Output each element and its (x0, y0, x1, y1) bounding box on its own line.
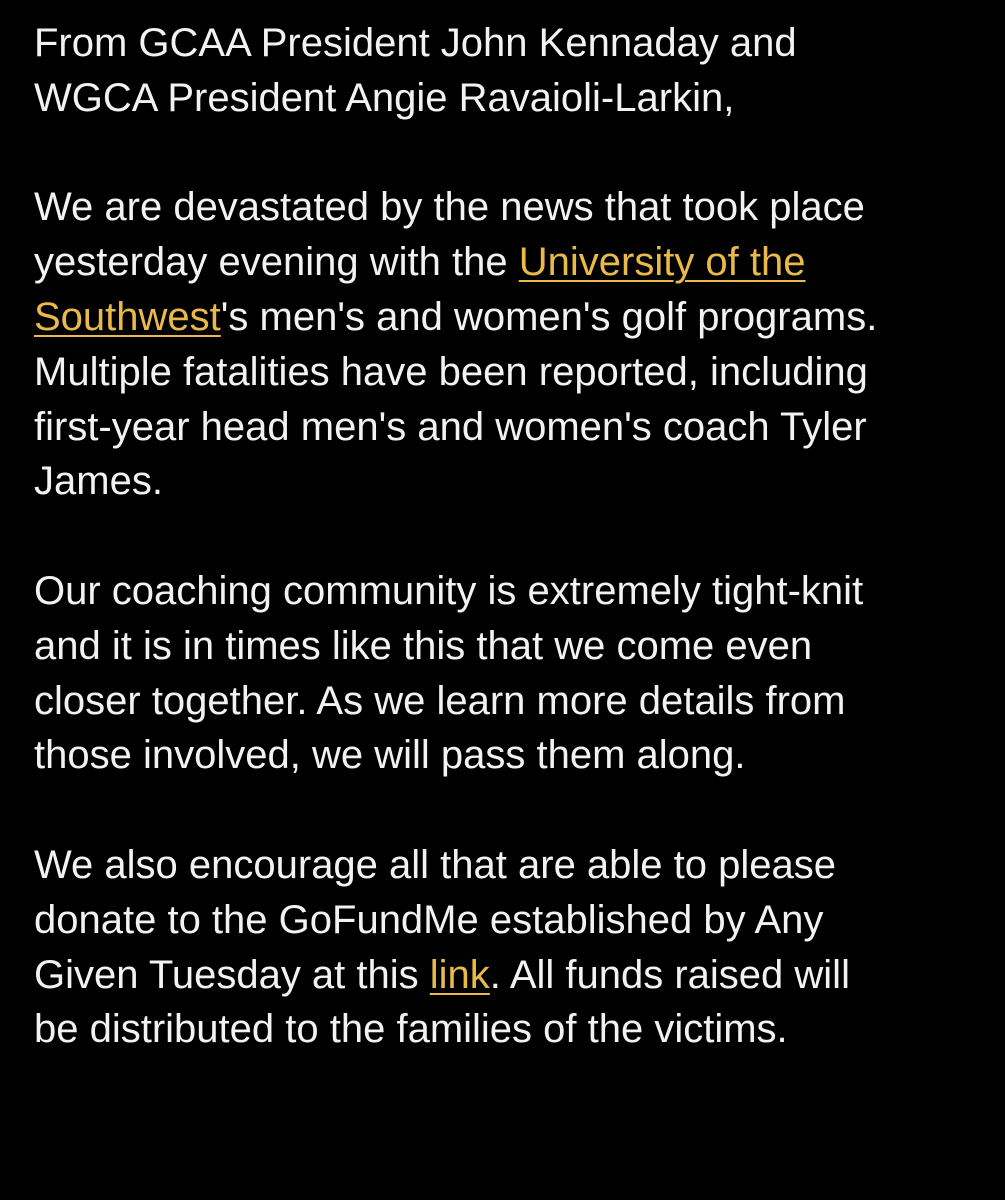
paragraph-line: We are devastated by the news that took place (34, 185, 865, 230)
intro-line: WGCA President Angie Ravaioli-Larkin, (34, 75, 735, 120)
paragraph-gap (34, 509, 994, 564)
paragraph-line: first-year head men's and women's coach Tyler (34, 404, 867, 449)
paragraph-devastated (34, 180, 994, 509)
paragraph-text: yesterday evening with the (34, 240, 519, 285)
paragraph-line: be distributed to the families of the victims. (34, 1007, 788, 1052)
paragraph-line: closer together. As we learn more details from (34, 678, 846, 723)
paragraph-line (34, 290, 994, 345)
paragraph-line: Our coaching community is extremely tight-knit (34, 568, 864, 613)
paragraph-line (34, 948, 994, 1003)
paragraph-line: Multiple fatalities have been reported, including (34, 349, 868, 394)
paragraph-line: and it is in times like this that we come even (34, 623, 813, 668)
paragraph-gap (34, 783, 994, 838)
paragraph-line: donate to the GoFundMe established by Any (34, 897, 824, 942)
paragraph-text: 's men's and women's golf programs. (220, 294, 878, 339)
paragraph-text: . All funds raised will (489, 952, 850, 997)
paragraph-donate (34, 838, 994, 1057)
gofundme-link[interactable]: link (429, 952, 490, 997)
paragraph-text: Given Tuesday at this (34, 952, 430, 997)
paragraph-line (34, 235, 994, 290)
paragraph-line: James. (34, 459, 163, 504)
intro-line: From GCAA President John Kennaday and (34, 21, 797, 65)
paragraph-line: We also encourage all that are able to please (34, 842, 837, 887)
university-link[interactable]: University of the (518, 240, 806, 285)
paragraph-community (34, 564, 994, 783)
intro-paragraph (34, 16, 994, 126)
paragraph-gap (34, 126, 994, 181)
paragraph-line: those involved, we will pass them along. (34, 733, 746, 778)
university-link-continued[interactable]: Southwest (34, 294, 221, 339)
statement-document (34, 16, 994, 1057)
